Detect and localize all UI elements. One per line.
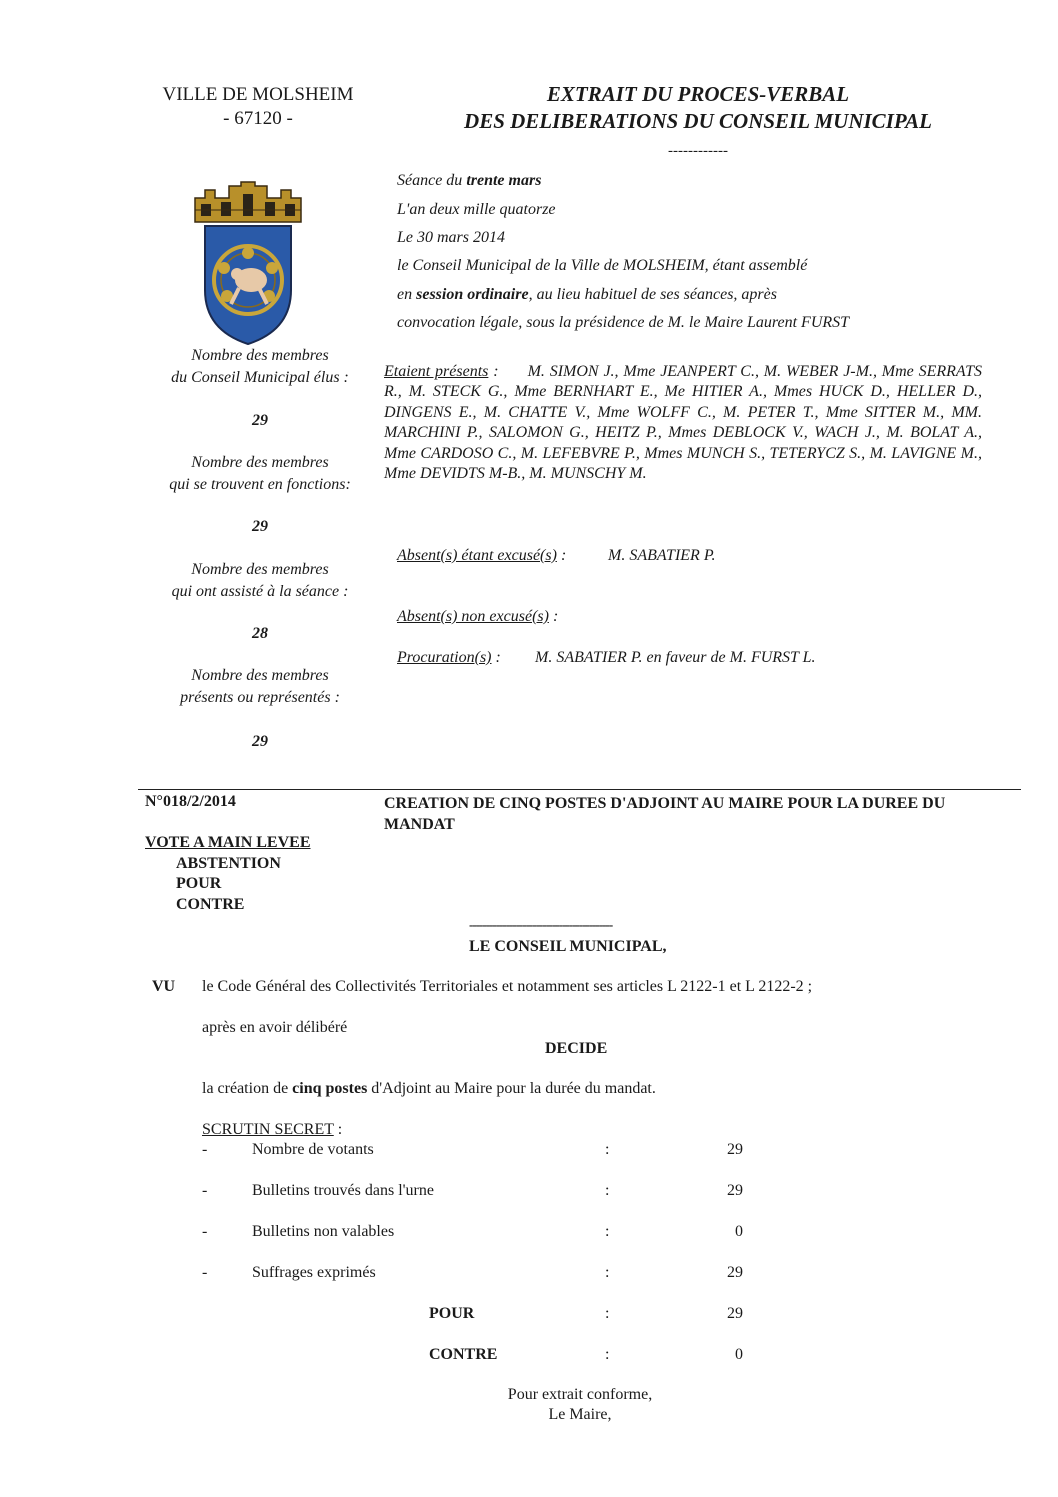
ballot-row-dash: -	[202, 1264, 208, 1281]
deliberation-title: CREATION DE CINQ POSTES D'ADJOINT AU MAIRE POUR LA DUREE DU MANDAT	[384, 795, 946, 833]
closing-signatory: Le Maire,	[548, 1406, 612, 1423]
vote-pour: POUR	[176, 875, 222, 892]
town-postcode: - 67120 -	[223, 108, 293, 129]
unexcused-separator: :	[548, 608, 559, 625]
ballot-pour-colon: :	[605, 1305, 610, 1322]
count-label-line: Nombre des membres	[191, 561, 329, 578]
ballot-contre-colon: :	[605, 1346, 610, 1363]
ballot-pour-label: POUR	[429, 1305, 475, 1322]
present-members	[384, 362, 982, 484]
ballot-heading-separator: :	[333, 1121, 343, 1138]
count-label-line: Nombre des membres	[191, 667, 329, 684]
ballot-row-value: 29	[727, 1264, 743, 1281]
proxy-value: M. SABATIER P. en faveur de M. FURST L.	[535, 649, 816, 666]
count-label-line: qui se trouvent en fonctions:	[169, 476, 351, 493]
count-attended-label	[140, 559, 380, 603]
session-type-bold: session ordinaire	[416, 286, 529, 303]
ballot-row-label: Bulletins non valables	[252, 1223, 395, 1240]
decision-prefix: la création de	[202, 1080, 293, 1097]
ballot-heading-label: SCRUTIN SECRET	[202, 1121, 334, 1138]
council-dashes: -------------------------------------------	[469, 917, 613, 932]
session-year: L'an deux mille quatorze	[397, 201, 556, 218]
proxy-separator: :	[491, 649, 501, 666]
town-header	[130, 83, 386, 131]
ballot-row-value: 29	[727, 1141, 743, 1158]
count-elected-label	[140, 345, 380, 389]
session-type-suffix: , au lieu habituel de ses séances, après	[528, 286, 777, 303]
count-label-line: présents ou représentés :	[180, 689, 340, 706]
count-attended-value: 28	[252, 625, 268, 642]
ballot-contre-value: 0	[735, 1346, 743, 1363]
title-line-1: EXTRAIT DU PROCES-VERBAL	[546, 82, 850, 106]
session-assembly: le Conseil Municipal de la Ville de MOLSHEIM, étant assemblé	[397, 257, 808, 274]
decision-suffix: d'Adjoint au Maire pour la durée du mandat.	[367, 1080, 656, 1097]
ballot-row-dash: -	[202, 1182, 208, 1199]
excused-label: Absent(s) étant excusé(s)	[397, 547, 557, 564]
excused-value: M. SABATIER P.	[608, 547, 716, 564]
present-label: Etaient présents	[384, 363, 489, 380]
ballot-row-value: 0	[735, 1223, 743, 1240]
ballot-row-colon: :	[605, 1223, 610, 1240]
decide-heading: DECIDE	[545, 1040, 608, 1057]
count-label-line: Nombre des membres	[191, 347, 329, 364]
count-in-office-label	[140, 452, 380, 496]
title-line-2: DES DELIBERATIONS DU CONSEIL MUNICIPAL	[464, 109, 932, 133]
present-separator: :	[488, 363, 499, 380]
ballot-heading	[202, 1121, 342, 1139]
excused-row	[397, 547, 566, 565]
ballot-contre-label: CONTRE	[429, 1346, 498, 1363]
excused-separator: :	[556, 547, 567, 564]
unexcused-row	[397, 608, 558, 626]
count-represented-label	[140, 665, 380, 709]
ballot-pour-value: 29	[727, 1305, 743, 1322]
vote-abstention: ABSTENTION	[176, 855, 281, 872]
document-title	[418, 81, 978, 135]
count-label-line: Nombre des membres	[191, 454, 329, 471]
vote-method: VOTE A MAIN LEVEE	[145, 834, 311, 851]
deliberation-number: N°018/2/2014	[145, 793, 236, 810]
session-presidency: convocation légale, sous la présidence de M. le Maire Laurent FURST	[397, 314, 850, 331]
ballot-row-colon: :	[605, 1264, 610, 1281]
unexcused-label: Absent(s) non excusé(s)	[397, 608, 549, 625]
town-name: VILLE DE MOLSHEIM	[162, 84, 354, 105]
vote-contre: CONTRE	[176, 896, 245, 913]
ballot-row-label: Bulletins trouvés dans l'urne	[252, 1182, 434, 1199]
ballot-row-colon: :	[605, 1182, 610, 1199]
deliberated-text: après en avoir délibéré	[202, 1019, 348, 1036]
session-date-bold: trente mars	[466, 172, 542, 189]
count-elected-value: 29	[252, 412, 268, 429]
count-label-line: qui ont assisté à la séance :	[171, 583, 349, 600]
proxy-label: Procuration(s)	[397, 649, 492, 666]
coat-of-arms-icon	[189, 180, 307, 346]
session-type-prefix: en	[397, 286, 417, 303]
closing-formula: Pour extrait conforme,	[507, 1386, 653, 1403]
proxy-row	[397, 649, 501, 667]
ballot-row-colon: :	[605, 1141, 610, 1158]
council-heading: LE CONSEIL MUNICIPAL,	[469, 938, 667, 955]
decision-bold: cinq postes	[292, 1080, 368, 1097]
session-prefix: Séance du	[397, 172, 467, 189]
ballot-row-label: Suffrages exprimés	[252, 1264, 376, 1281]
ballot-row-dash: -	[202, 1141, 208, 1158]
session-date-words	[397, 172, 541, 190]
count-label-line: du Conseil Municipal élus :	[171, 369, 349, 386]
present-list: M. SIMON J., Mme JEANPERT C., M. WEBER J-M., Mme SERRATS R., M. STECK G., Mme BERNHART E., Me HITIER A., Mmes HUCK D., HELLER D., DINGENS E., M. CHATTE V., Mme WOLFF C., M. PETER T., Mme SITTER M., MM. MARCHINI P., SALOMON G., HEITZ P., Mmes DEBLOCK V., WACH J., M. BOLAT A., Mme CARDOSO C., M. LEFEBVRE P., Mmes MUNCH S., TETERYCZ S., M. LAVIGNE M., Mme DEVIDTS M-B., M. MUNSCHY M.	[384, 363, 983, 483]
count-in-office-value: 29	[252, 518, 268, 535]
session-date: Le 30 mars 2014	[397, 229, 506, 246]
header-dashes: ------------	[668, 143, 728, 159]
session-type	[397, 286, 777, 304]
vu-label: VU	[152, 978, 176, 995]
section-divider	[138, 789, 1021, 790]
decision-text	[202, 1080, 656, 1098]
count-represented-value: 29	[252, 733, 268, 750]
ballot-row-dash: -	[202, 1223, 208, 1240]
vu-text: le Code Général des Collectivités Territoriales et notamment ses articles L 2122-1 et L 2122-2 ;	[202, 978, 813, 995]
ballot-row-value: 29	[727, 1182, 743, 1199]
ballot-row-label: Nombre de votants	[252, 1141, 374, 1158]
